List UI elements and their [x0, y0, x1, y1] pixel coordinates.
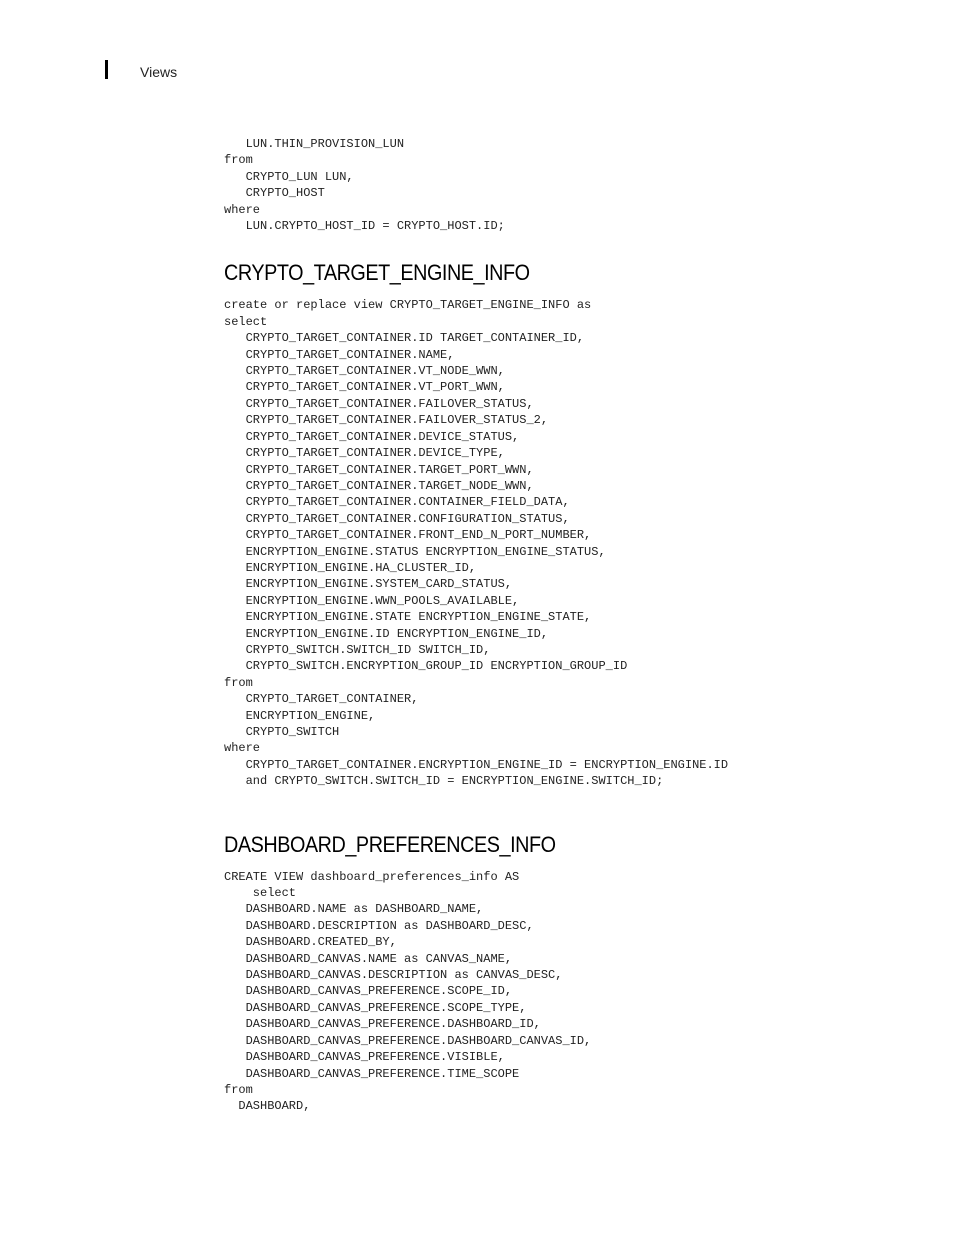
sql-code-block-continuation: LUN.THIN_PROVISION_LUN from CRYPTO_LUN LUN, CRYPTO_HOST where LUN.CRYPTO_HOST_ID = CRYPTO_HOST.ID;	[224, 137, 505, 234]
document-body	[224, 136, 924, 1115]
section-title-crypto-target-engine-info: CRYPTO_TARGET_ENGINE_INFO	[224, 260, 530, 286]
header-bar-marker	[105, 60, 108, 79]
sql-code-block-dashboard-preferences-info: CREATE VIEW dashboard_preferences_info AS select DASHBOARD.NAME as DASHBOARD_NAME, DASHBOARD.DESCRIPTION as DASHBOARD_DESC, DASHBOARD.CREATED_BY, DASHBOARD_CANVAS.NAME as CANVAS_NAME, DASHBOARD_CANVAS.DESCRIPTION as CANVAS_DESC, DASHBOARD_CANVAS_PREFERENCE.SCOPE_ID, DASHBOARD_CANVAS_PREFERENCE.SCOPE_TYPE, DASHBOARD_CANVAS_PREFERENCE.DASHBOARD_ID, DASHBOARD_CANVAS_PREFERENCE.DASHBOARD_CANVAS_ID, DASHBOARD_CANVAS_PREFERENCE.VISIBLE, DASHBOARD_CANVAS_PREFERENCE.TIME_SCOPE from DASHBOARD,	[224, 869, 592, 1114]
sql-code-block-crypto-target-engine-info: create or replace view CRYPTO_TARGET_ENGINE_INFO as select CRYPTO_TARGET_CONTAINER.ID TARGET_CONTAINER_ID, CRYPTO_TARGET_CONTAINER.NAME, CRYPTO_TARGET_CONTAINER.VT_NODE_WWN, CRYPTO_TARGET_CONTAINER.VT_PORT_WWN, CRYPTO_TARGET_CONTAINER.FAILOVER_STATUS, CRYPTO_TARGET_CONTAINER.FAILOVER_STATUS_2, CRYPTO_TARGET_CONTAINER.DEVICE_STATUS, CRYPTO_TARGET_CONTAINER.DEVICE_TYPE, CRYPTO_TARGET_CONTAINER.TARGET_PORT_WWN, CRYPTO_TARGET_CONTAINER.TARGET_NODE_WWN, CRYPTO_TARGET_CONTAINER.CONTAINER_FIELD_DATA, CRYPTO_TARGET_CONTAINER.CONFIGURATION_STATUS, CRYPTO_TARGET_CONTAINER.FRONT_END_N_PORT_NUMBER, ENCRYPTION_ENGINE.STATUS ENCRYPTION_ENGINE_STATUS, ENCRYPTION_ENGINE.HA_CLUSTER_ID, ENCRYPTION_ENGINE.SYSTEM_CARD_STATUS, ENCRYPTION_ENGINE.WWN_POOLS_AVAILABLE, ENCRYPTION_ENGINE.STATE ENCRYPTION_ENGINE_STATE, ENCRYPTION_ENGINE.ID ENCRYPTION_ENGINE_ID, CRYPTO_SWITCH.SWITCH_ID SWITCH_ID, CRYPTO_SWITCH.ENCRYPTION_GROUP_ID ENCRYPTION_GROUP_ID from CRYPTO_TARGET_CONTAINER, ENCRYPTION_ENGINE, CRYPTO_SWITCH where CRYPTO_TARGET_CONTAINER.ENCRYPTION_ENGINE_ID = ENCRYPTION_ENGINE.ID and CRYPTO_SWITCH.SWITCH_ID = ENCRYPTION_ENGINE.SWITCH_ID;	[224, 298, 729, 789]
page-section-label: Views	[140, 64, 178, 80]
section-title-dashboard-preferences-info: DASHBOARD_PREFERENCES_INFO	[224, 831, 556, 857]
